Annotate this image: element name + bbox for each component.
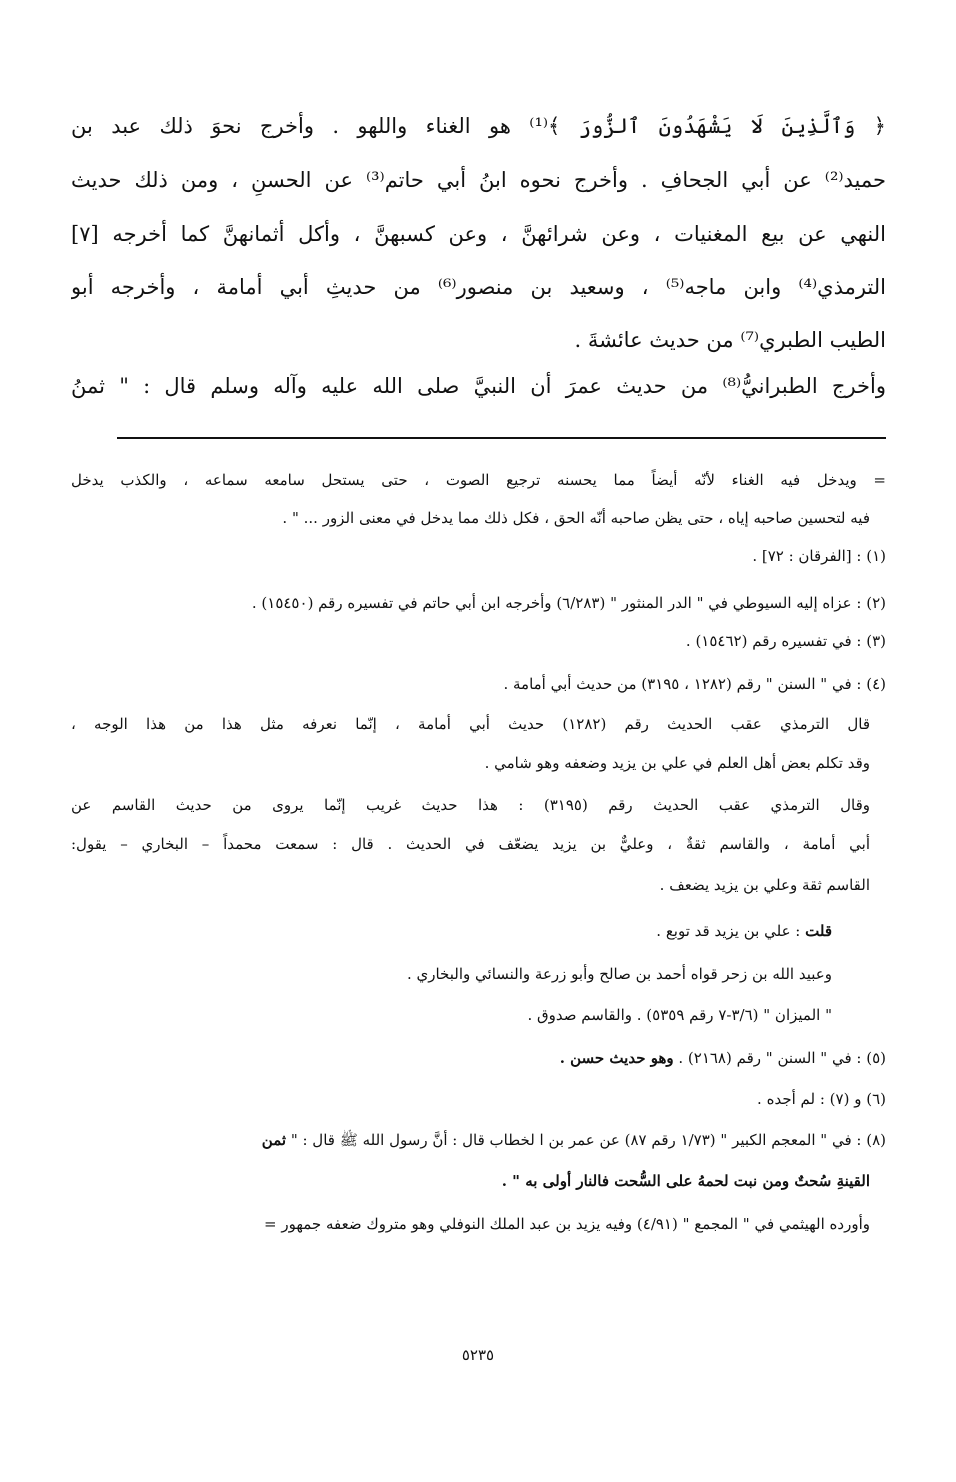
main-line: الطيب الطبري⁽⁷⁾ من حديث عائشةَ . [574, 328, 886, 352]
footnote-4-paragraph-line: أبي أمامة ، والقاسم ثقةٌ ، وعليٌّ بن يزيد يضعّف في الحديث . قال : سمعت محمداً – البخاري – يقول: [71, 835, 870, 853]
footnote-4-qult [71, 912, 832, 950]
footnote-4: (٤) : في " السنن " رقم (١٢٨٢ ، ٣١٩٥) من حديث أبي أمامة . [503, 675, 886, 693]
main-line: وأخرج الطبرانيُّ⁽⁸⁾ من حديث عمرَ أن النبيَّ صلى الله عليه وآله وسلم قال : " ثمنُ [71, 374, 886, 398]
footnote-8-quote-start: ثمن [261, 1131, 287, 1149]
footnote-3: (٣) : في تفسيره رقم (١٥٤٦٢) . [685, 632, 886, 650]
footnote-4-paragraph-line: وقد تكلم بعض أهل العلم في علي بن يزيد وضعفه وهو شامي . [484, 754, 870, 772]
footnote-continuation-line: فيه لتحسين صاحبه إياه ، حتى يظن صاحبه أنّه الحق ، فكل ذلك مما يدخل في معنى الزور ... " . [282, 509, 870, 527]
footnote-4-mizan: " الميزان " (٣/٦-٧ رقم ٥٣٥٩) . والقاسم صدوق . [527, 1006, 832, 1024]
footnote-8-text: (٨) : في " المعجم الكبير " (١/٧٣ رقم ٨٧) عن عمر بن ا لخطاب قال : أنَّ رسول الله ﷺ قال : " [286, 1131, 886, 1149]
footnote-4-obaid: وعبيد الله بن زحر قواه أحمد بن صالح وأبو زرعة والنسائي والبخاري . [406, 965, 832, 983]
main-line: الترمذي⁽⁴⁾ وابن ماجه⁽⁵⁾ ، وسعيد بن منصور⁽⁶⁾ من حديثِ أبي أمامة ، وأخرجه أبو [71, 275, 886, 299]
footnote-5-text: (٥) : في " السنن " رقم (٢١٦٨) . [673, 1049, 886, 1067]
footnote-4-paragraph-line: قال الترمذي عقب الحديث رقم (١٢٨٢) حديث أبي أمامة ، إنّما نعرفه مثل هذا من هذا الوجه ، [71, 715, 870, 733]
footnote-8 [41, 1121, 886, 1159]
footnote-4-paragraph-line: وقال الترمذي عقب الحديث رقم (٣١٩٥) : هذا حديث غريب إنّما يروى من حديث القاسم عن [71, 796, 870, 814]
footnote-5 [71, 1039, 886, 1077]
qult-label: قلت [805, 922, 832, 940]
footnote-2: (٢) : عزاه إليه السيوطي في " الدر المنثور " (٦/٢٨٣) وأخرجه ابن أبي حاتم في تفسيره رقم (١٥٤٥٠) . [251, 594, 886, 612]
footnote-8-quote: القينةِ سُحتٌ ومن نبت لحمهُ على السُّحت فالنار أولى به " . [501, 1172, 870, 1190]
footnote-6-7: (٦) و (٧) : لم أجده . [757, 1090, 886, 1108]
footnote-8-continuation: وأورده الهيثمي في " المجمع " (٤/٩١) وفيه يزيد بن عبد الملك النوفلي وهو متروك ضعفه جمهور = [264, 1215, 870, 1233]
qult-text: : علي بن يزيد قد توبع . [656, 922, 806, 940]
footnote-separator [117, 437, 886, 439]
footnote-1: (١) : [الفرقان : ٧٢] . [752, 547, 886, 565]
main-line: حميد⁽²⁾ عن أبي الجحافِ . وأخرج نحوه ابنُ أبي حاتم⁽³⁾ عن الحسنِ ، ومن ذلك حديث [71, 168, 886, 192]
footnote-4-paragraph-line: القاسم ثقة وعلي بن يزيد يضعف . [659, 876, 870, 894]
footnote-continuation-line: = ويدخل فيه الغناء لأنّه أيضاً مما يحسنه ترجيع الصوت ، حتى يستحل سامعه سماعه ، والكذب يدخل [71, 471, 886, 489]
footnote-5-grade: وهو حديث حسن . [559, 1049, 674, 1067]
main-line: ﴿ وَٱلَّذِينَ لَا يَشْهَدُونَ ٱلزُّورَ ﴾⁽¹⁾ هو الغناء واللهو . وأخرج نحوَ ذلك عبد بن [71, 114, 886, 138]
main-line: النهي عن بيع المغنيات ، وعن شرائهنَّ ، وعن كسبهنَّ ، وأكل أثمانهنَّ كما أخرجه [٧] [71, 222, 886, 246]
page-number: ٥٢٣٥ [461, 1346, 495, 1364]
